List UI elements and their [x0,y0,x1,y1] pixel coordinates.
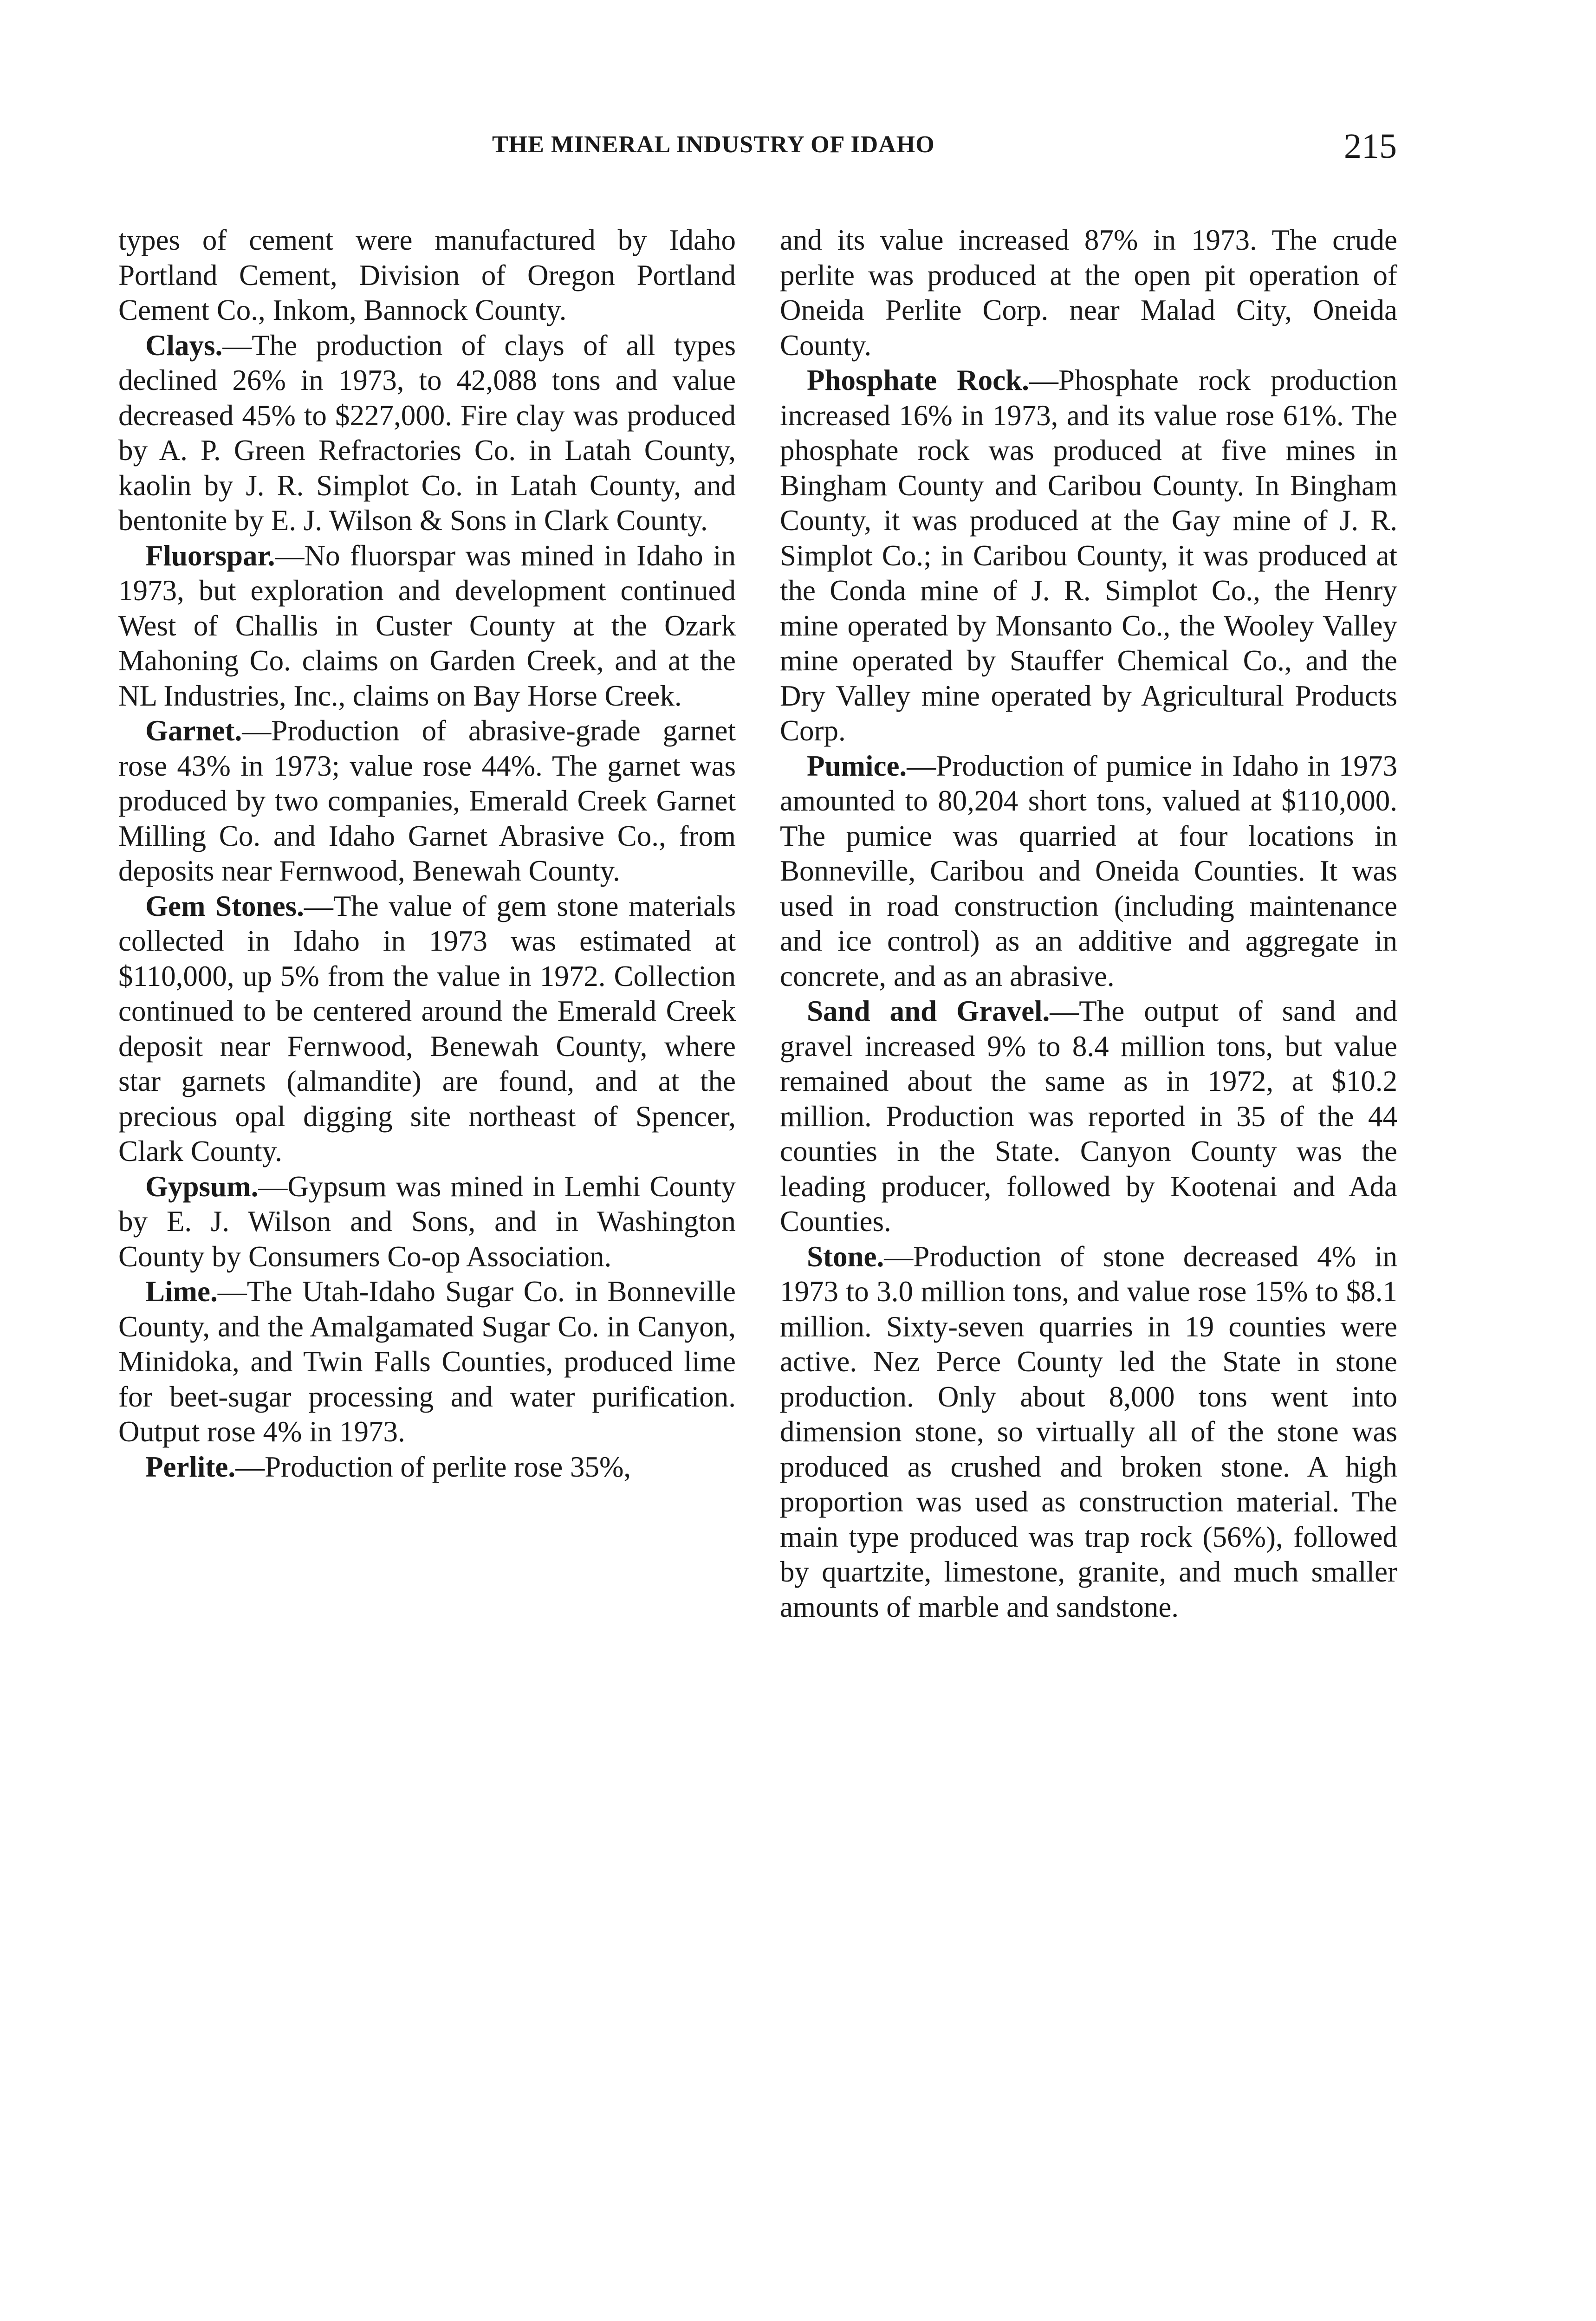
section-heading-lime: Lime. [145,1275,218,1308]
paragraph-text: —Production of perlite rose 35%, [235,1450,631,1483]
paragraph-gypsum [118,1169,736,1275]
paragraph-clays [118,328,736,538]
paragraph-perlite [118,1450,736,1485]
section-heading-pumice: Pumice. [807,749,907,782]
paragraph-stone [780,1239,1397,1625]
paragraph-perlite-continued [780,223,1397,363]
paragraph-garnet [118,713,736,889]
paragraph-text: —No fluorspar was mined in Idaho in 1973, but exploration and development continued West of Challis in Custer County at the Ozark Mahoning Co. claims on Garden Creek, and at the NL Industries, Inc., claims on Bay Horse Creek. [118,539,736,712]
right-column [780,223,1397,1625]
paragraph-gem-stones [118,889,736,1169]
paragraph-lime [118,1274,736,1450]
paragraph-text: —The output of sand and gravel increased 9% to 8.4 million tons, but value remained about the same as in 1972, at $10.2 million. Production was reported in 35 of the 44 counties in the State. Canyon County was the leading producer, followed by Kootenai and Ada Counties. [780,995,1398,1238]
paragraph-text: —Phosphate rock production increased 16% in 1973, and its value rose 61%. The phosphate rock was produced at five mines in Bingham County and Caribou County. In Bingham County, it was produced at the Gay mine of J. R. Simplot Co.; in Caribou County, it was produced at the Conda mine of J. R. Simplot Co., the Henry mine operated by Monsanto Co., the Wooley Valley mine operated by Stauffer Chemical Co., and the Dry Valley mine operated by Agricultural Products Corp. [780,364,1397,747]
section-heading-phosphate-rock: Phosphate Rock. [807,364,1029,396]
paragraph-text: —Gypsum was mined in Lemhi County by E. J. Wilson and Sons, and in Washington County by Consumers Co-op Association. [118,1170,736,1273]
section-heading-fluorspar: Fluorspar. [145,539,275,572]
paragraph-text: and its value increased 87% in 1973. The crude perlite was produced at the open pit operation of Oneida Perlite Corp. near Malad City, Oneida County. [780,224,1397,362]
left-column [118,223,736,1485]
paragraph-cement-continued [118,223,736,328]
paragraph-sand-and-gravel [780,994,1397,1239]
paragraph-text: —Production of abrasive-grade garnet rose 43% in 1973; value rose 44%. The garnet was produced by two companies, Emerald Creek Garnet Milling Co. and Idaho Garnet Abrasive Co., from deposits near Fernwood, Benewah County. [118,714,736,887]
section-heading-garnet: Garnet. [145,714,242,747]
paragraph-text: —Production of pumice in Idaho in 1973 amounted to 80,204 short tons, valued at $110,000. The pumice was quarried at four locations in Bonneville, Caribou and Oneida Counties. It was used in road construction (including maintenance and ice control) as an additive and aggregate in concrete, and as an abrasive. [780,749,1397,992]
section-heading-sand-and-gravel: Sand and Gravel. [807,995,1050,1027]
section-heading-perlite: Perlite. [145,1450,236,1483]
paragraph-text: —The value of gem stone materials collected in Idaho in 1973 was estimated at $110,000, up 5% from the value in 1972. Collection continued to be centered around the Emerald Creek deposit near Fernwood, Benewah County, where star garnets (almandite) are found, and at the precious opal digging site northeast of Spencer, Clark County. [118,889,736,1167]
paragraph-text: —The production of clays of all types declined 26% in 1973, to 42,088 tons and value decreased 45% to $227,000. Fire clay was produced by A. P. Green Refractories Co. in Latah County, kaolin by J. R. Simplot Co. in Latah County, and bentonite by E. J. Wilson & Sons in Clark County. [118,329,736,537]
section-heading-gypsum: Gypsum. [145,1170,259,1203]
section-heading-clays: Clays. [145,329,223,362]
page-number: 215 [1344,127,1397,166]
paragraph-pumice [780,749,1397,994]
section-heading-stone: Stone. [807,1240,884,1273]
paragraph-text: —The Utah-Idaho Sugar Co. in Bonneville County, and the Amalgamated Sugar Co. in Canyon, Minidoka, and Twin Falls Counties, produced lime for beet-sugar processing and water purification. Output rose 4% in 1973. [118,1275,736,1448]
paragraph-fluorspar [118,538,736,714]
paragraph-text: types of cement were manufactured by Idaho Portland Cement, Division of Oregon Portland Cement Co., Inkom, Bannock County. [118,224,736,326]
section-heading-gem-stones: Gem Stones. [145,889,304,922]
paragraph-phosphate-rock [780,363,1397,749]
page-header [0,0,1596,195]
paragraph-text: —Production of stone decreased 4% in 1973 to 3.0 million tons, and value rose 15% to $8.1 million. Sixty-seven quarries in 19 counties were active. Nez Perce County led the State in stone production. Only about 8,000 tons went into dimension stone, so virtually all of the stone was produced as crushed and broken stone. A high proportion was used as construction material. The main type produced was trap rock (56%), followed by quartzite, limestone, granite, and much smaller amounts of marble and sandstone. [780,1240,1397,1623]
running-title: THE MINERAL INDUSTRY OF IDAHO [492,131,935,158]
